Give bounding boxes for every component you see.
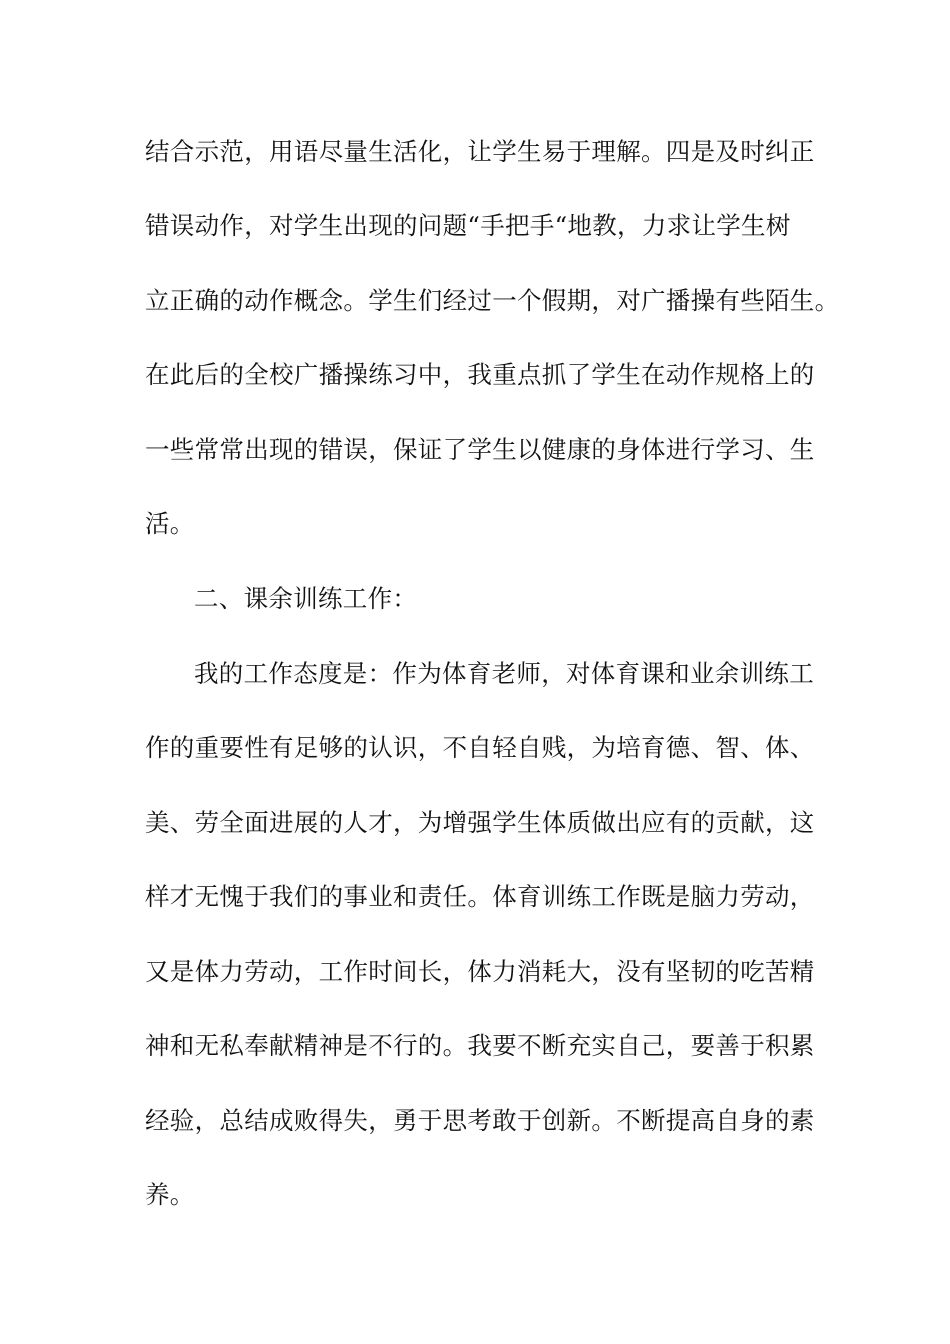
text-line: 作的重要性有足够的认识，不自轻自贱，为培育德、智、体、 — [145, 733, 815, 762]
text-line: 样才无愧于我们的事业和责任。体育训练工作既是脑力劳动， — [145, 882, 815, 911]
text-line: 神和无私奉献精神是不行的。我要不断充实自己，要善于积累 — [145, 1031, 815, 1060]
text-line: 活。 — [145, 509, 195, 538]
text-line: 在此后的全校广播操练习中，我重点抓了学生在动作规格上的 — [145, 360, 815, 389]
text-line: 养。 — [145, 1180, 195, 1209]
section-heading: 二、课余训练工作： — [194, 584, 418, 613]
text-line: 错误动作，对学生出现的问题“手把手“地教，力求让学生树 — [145, 211, 791, 240]
text-line: 经验，总结成败得失，勇于思考敢于创新。不断提高自身的素 — [145, 1106, 815, 1135]
text-line: 我的工作态度是：作为体育老师，对体育课和业余训练工 — [194, 659, 814, 688]
text-line: 立正确的动作概念。学生们经过一个假期，对广播操有些陌生。 — [145, 286, 840, 315]
text-line: 一些常常出现的错误，保证了学生以健康的身体进行学习、生 — [145, 435, 815, 464]
text-line: 又是体力劳动，工作时间长，体力消耗大，没有坚韧的吃苦精 — [145, 957, 815, 986]
text-line: 美、劳全面进展的人才，为增强学生体质做出应有的贡献，这 — [145, 808, 815, 837]
text-line: 结合示范，用语尽量生活化，让学生易于理解。四是及时纠正 — [145, 137, 815, 166]
